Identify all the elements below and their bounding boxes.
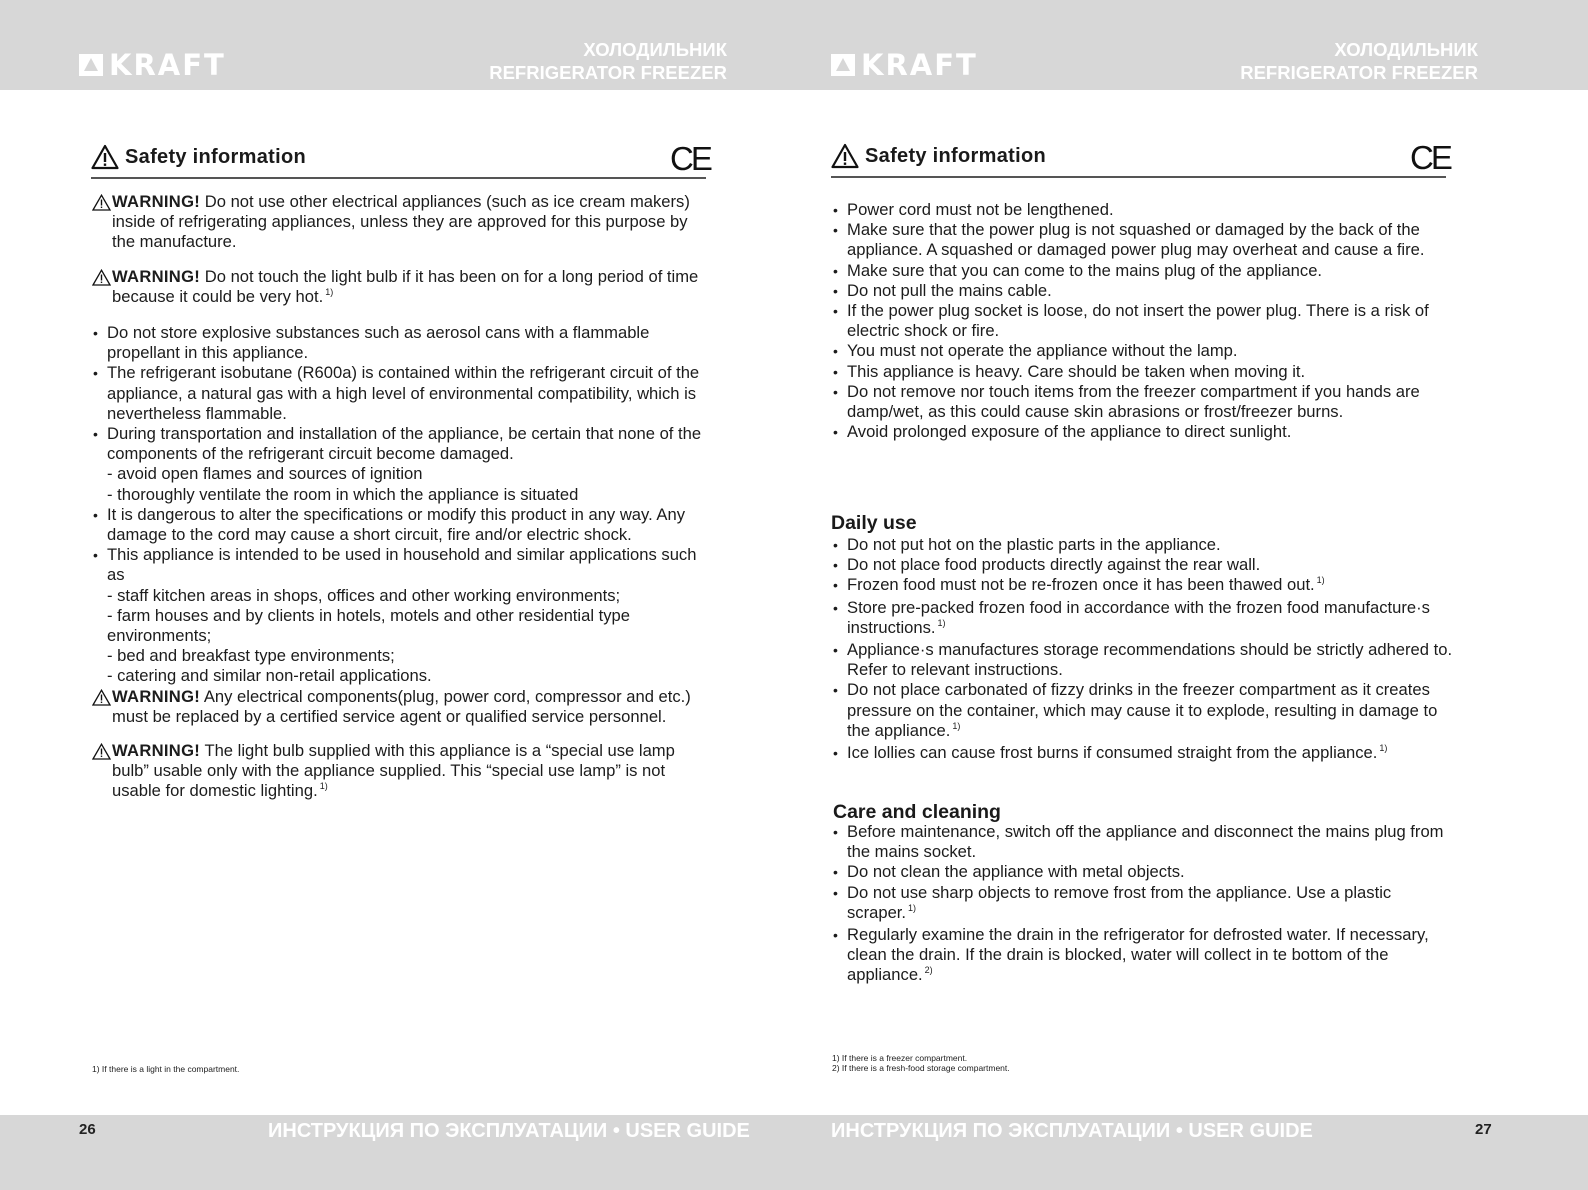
list-item: • This appliance is intended to be used in household and similar applications such as — [92, 545, 710, 585]
header-title-left — [440, 38, 727, 84]
brand-name: KRAFT — [109, 48, 226, 82]
list-item: • Do not clean the appliance with metal objects. — [832, 862, 1454, 882]
title-rule — [831, 176, 1446, 178]
list-item: • Make sure that the power plug is not squashed or damaged by the back of the appliance. A squashed or damaged power plug may overheat and cause a fire. — [832, 220, 1454, 260]
left-column — [92, 192, 710, 804]
list-item: • Do not place carbonated of fizzy drinks in the freezer compartment as it creates pressure on the container, which may cause it to explode, resulting in damage to the appliance. $^{1)}$ — [832, 680, 1454, 743]
ce-mark: CE — [1410, 139, 1450, 176]
sub-item: - catering and similar non-retail applications. — [107, 666, 432, 686]
footnote: 1) If there is a freezer compartment. — [832, 1053, 968, 1063]
sub-item: - avoid open flames and sources of ignition — [107, 464, 423, 484]
list-item: • Make sure that you can come to the mains plug of the appliance. — [832, 261, 1454, 281]
list-item: • Power cord must not be lengthened. — [832, 200, 1454, 220]
list-item: • Appliance·s manufactures storage recommendations should be strictly adhered to. Refer to relevant instructions. — [832, 640, 1454, 680]
warning-item: WARNING! Do not use other electrical appliances (such as ice cream makers) inside of refrigerating appliances, unless they are approved for this purpose by the manufacture. — [92, 192, 710, 253]
footer-band — [0, 1115, 1588, 1190]
section-title: Safety information — [865, 144, 1046, 167]
daily-use-list — [832, 535, 1454, 765]
list-item: • Do not place food products directly against the rear wall. — [832, 555, 1454, 575]
sub-item: - staff kitchen areas in shops, offices and other working environments; — [107, 585, 621, 605]
list-item: • Frozen food must not be re-frozen once it has been thawed out. $^{1)}$ — [832, 575, 1454, 597]
list-item: • Before maintenance, switch off the appliance and disconnect the mains plug from the mains socket. — [832, 822, 1454, 862]
title-rule — [91, 177, 706, 179]
footer-guide-left: ИНСТРУКЦИЯ ПО ЭКСПЛУАТАЦИИ • USER GUIDE — [268, 1120, 750, 1142]
page-number-right: 27 — [1475, 1121, 1492, 1138]
header-line1: ХОЛОДИЛЬНИК — [1334, 39, 1478, 60]
list-item: • Do not use sharp objects to remove frost from the appliance. Use a plastic scraper. $^{1)}$ — [832, 883, 1454, 925]
footnote: 2) If there is a fresh-food storage compartment. — [832, 1063, 1010, 1073]
list-item: • Do not put hot on the plastic parts in the appliance. — [832, 535, 1454, 555]
heading-care-cleaning: Care and cleaning — [833, 801, 1001, 823]
list-item: • Store pre-packed frozen food in accordance with the frozen food manufacture·s instructions. $^{1)}$ — [832, 598, 1454, 640]
warning-small-icon — [92, 689, 111, 706]
header-line2: REFRIGERATOR FREEZER — [1240, 62, 1478, 83]
warning-small-icon — [92, 269, 111, 286]
warning-item: WARNING! The light bulb supplied with this appliance is a “special use lamp bulb” usable only with the appliance supplied. This “special use lamp” is not usable for domestic lighting. $^{1)}$ — [92, 741, 710, 804]
list-item: • During transportation and installation of the appliance, be certain that none of the components of the refrigerant circuit become damaged. — [92, 424, 710, 464]
brand-name: KRAFT — [861, 48, 978, 82]
brand-logo-right — [831, 48, 978, 82]
brand-logo-left — [79, 48, 226, 82]
ce-mark: CE — [670, 140, 710, 177]
logo-icon — [79, 54, 103, 76]
section-head-left — [91, 144, 306, 170]
list-item: • Regularly examine the drain in the refrigerator for defrosted water. If necessary, clean the drain. If the drain is blocked, water will collect in te bottom of the appliance. $^{2)}$ — [832, 925, 1454, 988]
warning-triangle-icon — [831, 143, 859, 169]
list-item: • You must not operate the appliance without the lamp. — [832, 341, 1454, 361]
warning-item: WARNING! Any electrical components(plug, power cord, compressor and etc.) must be replaced by a certified service agent or qualified service personnel. — [92, 687, 710, 727]
sub-item: - farm houses and by clients in hotels, motels and other residential type environments; — [107, 605, 630, 646]
header-line1: ХОЛОДИЛЬНИК — [583, 39, 727, 60]
list-item: • The refrigerant isobutane (R600a) is contained within the refrigerant circuit of the appliance, a natural gas with a high level of environmental compatibility, which is nevertheless flammable. — [92, 363, 710, 424]
page-number-left: 26 — [79, 1121, 96, 1138]
list-item: • If the power plug socket is loose, do not insert the power plug. There is a risk of electric shock or fire. — [832, 301, 1454, 341]
header-title-right — [1190, 38, 1478, 84]
warning-small-icon — [92, 743, 111, 760]
list-item: • It is dangerous to alter the specifications or modify this product in any way. Any damage to the cord may cause a short circuit, fire and/or electric shock. — [92, 505, 710, 545]
list-item: • This appliance is heavy. Care should be taken when moving it. — [832, 362, 1454, 382]
list-item: • Avoid prolonged exposure of the appliance to direct sunlight. — [832, 422, 1454, 442]
list-item: • Ice lollies can cause frost burns if consumed straight from the appliance. $^{1)}$ — [832, 743, 1454, 765]
care-list — [832, 822, 1454, 988]
section-head-right — [831, 143, 1046, 169]
right-column-safety — [832, 200, 1454, 442]
header-line2: REFRIGERATOR FREEZER — [489, 62, 727, 83]
warning-small-icon — [92, 194, 111, 211]
sub-item: - bed and breakfast type environments; — [107, 646, 395, 666]
footnotes — [832, 1053, 1010, 1073]
heading-daily-use: Daily use — [831, 512, 917, 534]
section-title: Safety information — [125, 145, 306, 168]
footer-guide-right: ИНСТРУКЦИЯ ПО ЭКСПЛУАТАЦИИ • USER GUIDE — [831, 1120, 1313, 1142]
sub-item: - thoroughly ventilate the room in which the appliance is situated — [107, 484, 579, 504]
logo-icon — [831, 54, 855, 76]
warning-triangle-icon — [91, 144, 119, 170]
list-item: • Do not store explosive substances such as aerosol cans with a flammable propellant in this appliance. — [92, 323, 710, 363]
list-item: • Do not remove nor touch items from the freezer compartment if you hands are damp/wet, as this could cause skin abrasions or frost/freezer burns. — [832, 382, 1454, 422]
list-item: • Do not pull the mains cable. — [832, 281, 1454, 301]
warning-item: WARNING! Do not touch the light bulb if it has been on for a long period of time because it could be very hot. $^{1)}$ — [92, 267, 710, 309]
footnote: 1) If there is a light in the compartment. — [92, 1064, 240, 1074]
